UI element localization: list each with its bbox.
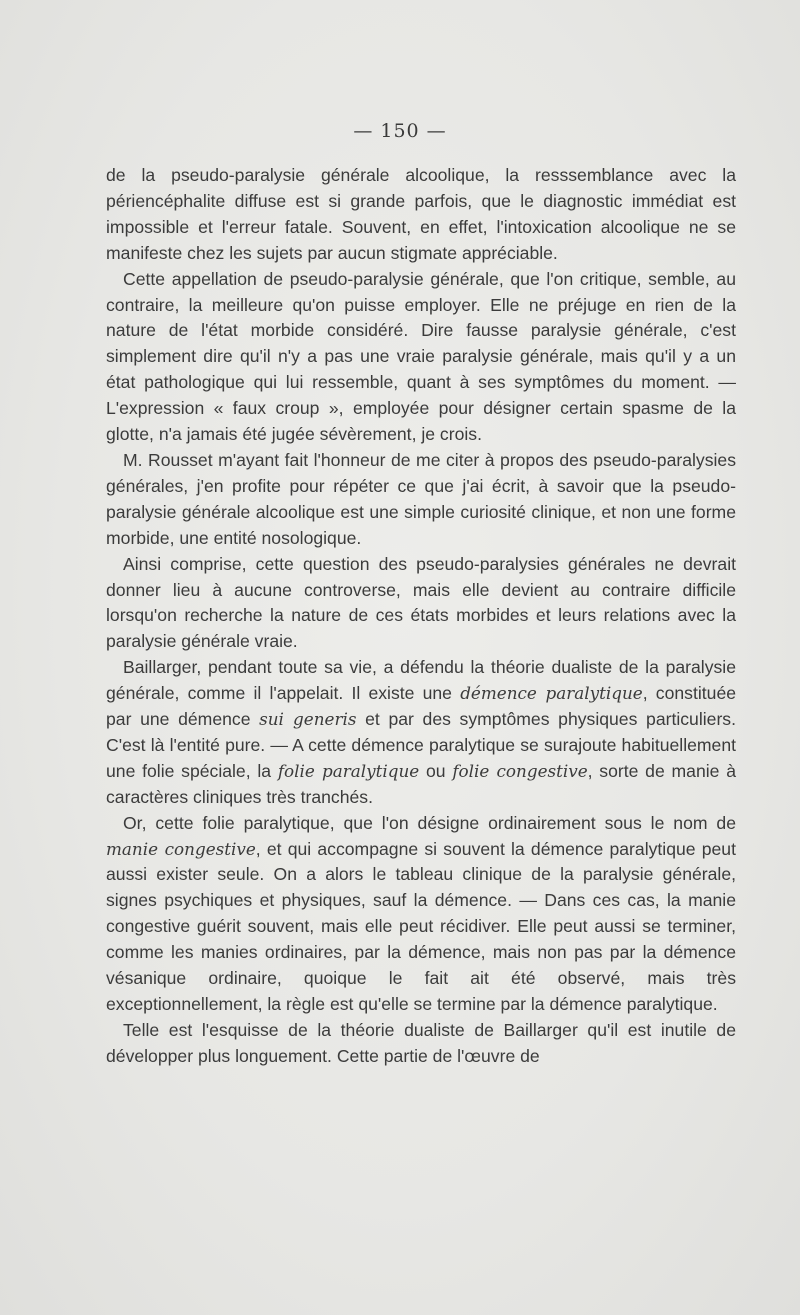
body-text [106, 163, 736, 1070]
paragraph-1: de la pseudo-paralysie générale alcoolique, la resssemblance avec la périencéphalite diffuse est si grande parfois, que le diagnostic immédiat est impossible et l'erreur fatale. Souvent, en effet, l'intoxication alcoolique ne se manifeste chez les sujets par aucun stigmate appréciable. [106, 165, 736, 263]
paragraph-7: Telle est l'esquisse de la théorie dualiste de Baillarger qu'il est inutile de développer plus longuement. Cette partie de l'œuvre de [106, 1019, 736, 1066]
italic-term-folie-paralytique: folie paralytique [277, 760, 420, 781]
italic-term-demence-paralytique: démence paralytique [460, 683, 643, 704]
text-span: Or, cette folie paralytique, que l'on désigne ordinairement sous le nom de [123, 812, 736, 833]
text-span: , et qui accompagne si souvent la démence paralytique peut aussi exister seule. On a alors le tableau clinique de la paralysie générale, signes psychiques et physiques, sauf la démence. — Dans ces cas, la manie congestive guérit souvent, mais elle peut récidiver. Elle peut aussi se terminer, comme les manies ordinaires, par la démence, mais non pas par la démence vésanique ordinaire, quoique le fait ait été observé, mais très exceptionnellement, la règle est qu'elle se termine par la démence paralytique. [106, 838, 736, 1014]
text-span: , sorte de manie à caractères cliniques très tranchés. [106, 760, 736, 807]
text-span: et par des symptômes physiques particuliers. C'est là l'entité pure. — A cette démence paralytique se surajoute habituellement une folie spéciale, la [106, 709, 736, 781]
paragraph-2: Cette appellation de pseudo-paralysie générale, que l'on critique, semble, au contraire, la meilleure qu'on puisse employer. Elle ne préjuge en rien de la nature de l'état morbide considéré. Dire fausse paralysie générale, c'est simplement dire qu'il n'y a pas une vraie paralysie générale, mais qu'il y a un état pathologique qui lui ressemble, quant à ses symptômes du moment. — L'expression « faux croup », employée pour désigner certain spasme de la glotte, n'a jamais été jugée sévèrement, je crois. [106, 268, 736, 445]
text-span: ou [419, 760, 453, 781]
page-number: — 150 — [353, 120, 447, 142]
text-span: , constituée par une démence [106, 683, 737, 730]
italic-term-folie-congestive: folie congestive [452, 760, 588, 781]
paragraph-5 [106, 655, 736, 810]
italic-term-sui-generis: sui generis [259, 709, 357, 730]
italic-term-manie-congestive: manie congestive [106, 838, 256, 859]
paragraph-4: Ainsi comprise, cette question des pseudo-paralysies générales ne devrait donner lieu à aucune controverse, mais elle devient au contraire difficile lorsqu'on recherche la nature de ces états morbides et leurs relations avec la paralysie générale vraie. [106, 553, 736, 652]
paragraph-3: M. Rousset m'ayant fait l'honneur de me citer à propos des pseudo-paralysies générales, j'en profite pour répéter ce que j'ai écrit, à savoir que la pseudo-paralysie générale alcoolique est une simple curiosité clinique, et non une forme morbide, une entité nosologique. [106, 449, 736, 548]
text-span: Baillarger, pendant toute sa vie, a défendu la théorie dualiste de la paralysie générale, comme il l'appelait. Il existe une [106, 657, 736, 704]
paragraph-6 [106, 811, 736, 1018]
